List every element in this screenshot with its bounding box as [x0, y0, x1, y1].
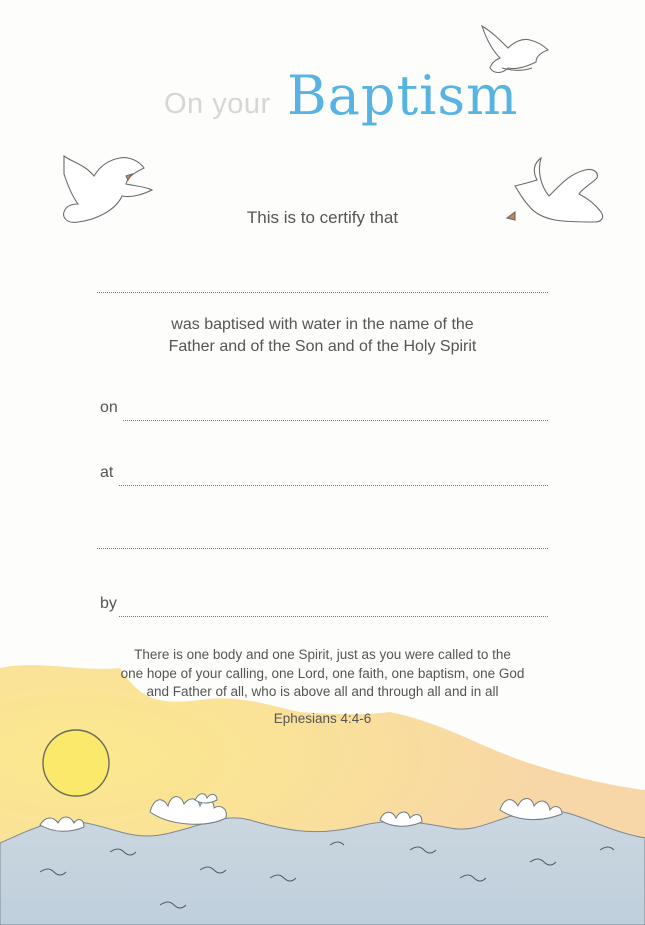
- baptised-line: Father and of the Son and of the Holy Spirit: [168, 338, 477, 355]
- sun-icon: [43, 730, 109, 796]
- verse-line: one hope of your calling, one Lord, one faith, one baptism, one God: [120, 665, 525, 681]
- certify-text: This is to certify that: [246, 208, 399, 227]
- place-dotted-line: [119, 485, 548, 486]
- officiant-dotted-line: [119, 616, 548, 617]
- title-prefix: On your: [164, 88, 271, 120]
- verse-line: and Father of all, who is above all and through all and in all: [146, 684, 499, 699]
- name-field[interactable]: [97, 271, 548, 297]
- date-field[interactable]: [97, 399, 548, 425]
- baptised-line: was baptised with water in the name of the: [171, 316, 474, 333]
- title-main: Baptism: [287, 64, 519, 127]
- place-label: at: [100, 464, 114, 481]
- date-dotted-line: [123, 420, 548, 421]
- verse-text: [0, 646, 645, 702]
- name-dotted-line: [97, 292, 548, 293]
- officiant-field[interactable]: [97, 595, 548, 621]
- verse-line: There is one body and one Spirit, just as you were called to the: [134, 647, 511, 662]
- title-row: [0, 58, 645, 148]
- date-label: on: [100, 399, 118, 416]
- verse-reference: Ephesians 4:4-6: [273, 711, 372, 726]
- place-dotted-line-2: [97, 548, 548, 549]
- place-field-line-2[interactable]: [97, 527, 548, 553]
- baptised-text: [0, 314, 645, 358]
- officiant-label: by: [100, 595, 117, 612]
- place-field[interactable]: [97, 464, 548, 490]
